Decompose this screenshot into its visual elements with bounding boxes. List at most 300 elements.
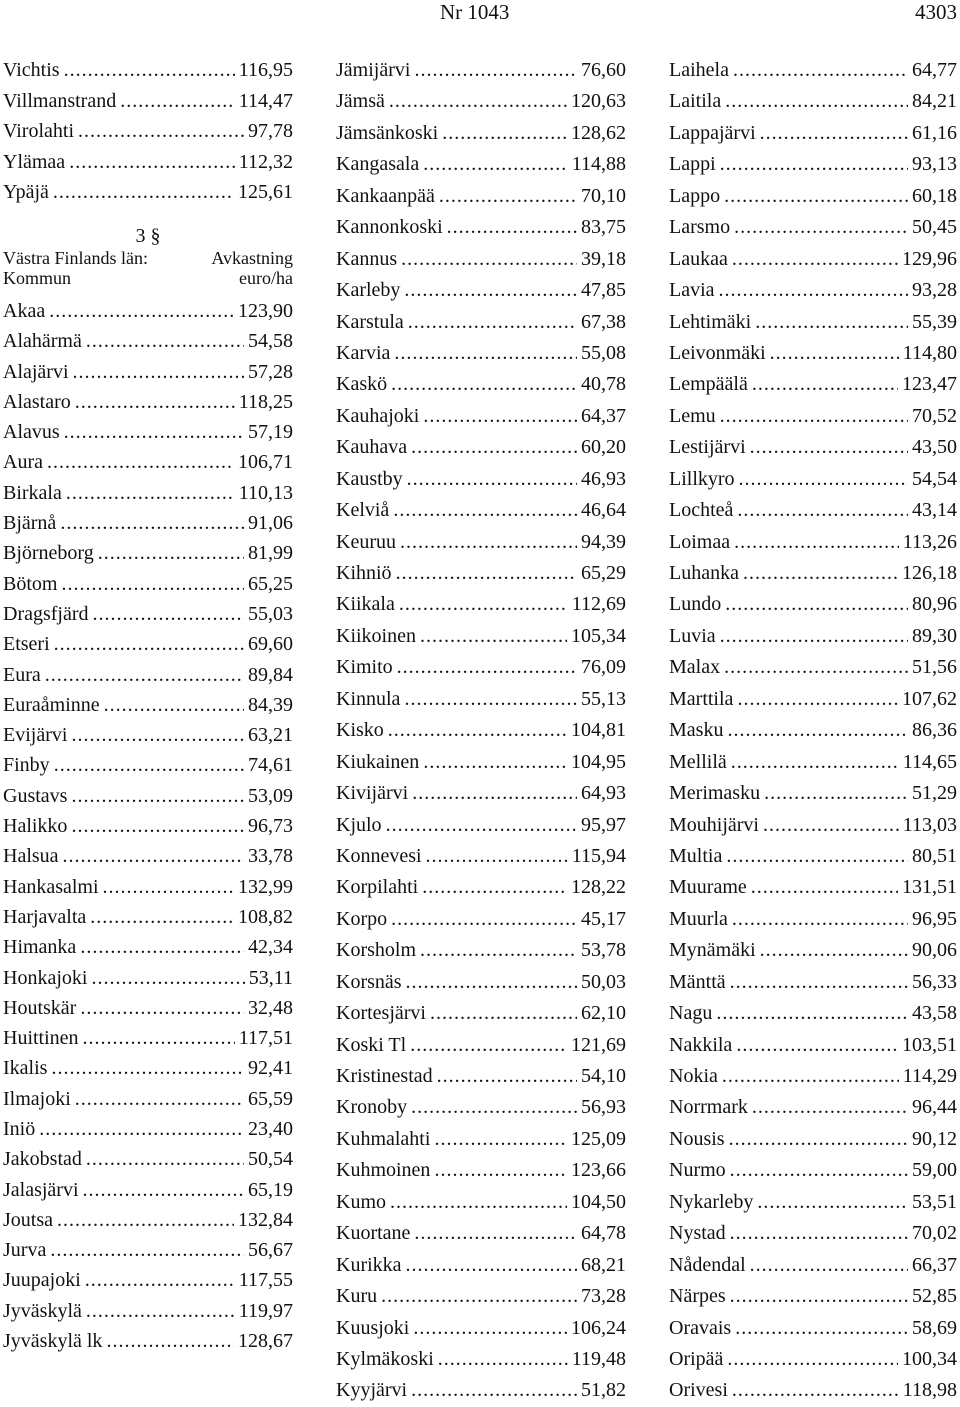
dot-leader <box>732 904 908 935</box>
municipality-row <box>669 1187 957 1218</box>
municipality-row <box>3 720 293 750</box>
dot-leader <box>404 275 577 306</box>
municipality-name: Kiikoinen <box>336 624 416 647</box>
dot-leader <box>423 747 567 778</box>
yield-value: 92,41 <box>248 1057 293 1080</box>
dot-leader <box>423 149 567 180</box>
dot-leader <box>716 998 908 1029</box>
municipality-name: Bötom <box>3 572 58 595</box>
municipality-row <box>336 212 626 243</box>
municipality-row <box>336 1092 626 1123</box>
yield-value: 65,19 <box>248 1178 293 1201</box>
municipality-row <box>669 1313 957 1344</box>
municipality-row <box>3 1296 293 1326</box>
section-header <box>3 248 293 290</box>
yield-value: 89,30 <box>912 624 957 647</box>
dot-leader <box>724 181 908 212</box>
municipality-row <box>669 212 957 243</box>
yield-value: 60,18 <box>912 184 957 207</box>
municipality-name: Kiikala <box>336 593 395 616</box>
yield-value: 56,93 <box>581 1096 626 1119</box>
municipality-name: Kauhajoki <box>336 404 420 427</box>
yield-value: 116,95 <box>238 59 293 81</box>
yield-value: 103,51 <box>902 1033 957 1056</box>
dot-leader <box>401 244 577 275</box>
yield-value: 119,48 <box>571 1347 626 1370</box>
municipality-row <box>336 1187 626 1218</box>
yield-value: 32,48 <box>248 996 293 1019</box>
yield-value: 118,25 <box>238 390 293 413</box>
municipality-name: Kuortane <box>336 1222 411 1245</box>
municipality-row <box>3 750 293 780</box>
municipality-name: Karvia <box>336 341 391 364</box>
municipality-name: Alastaro <box>3 390 71 413</box>
municipality-row <box>3 357 293 387</box>
municipality-row <box>336 1344 626 1375</box>
municipality-name: Kannonkoski <box>336 216 443 239</box>
municipality-row <box>669 369 957 400</box>
municipality-name: Lappo <box>669 184 721 207</box>
municipality-name: Bjärnå <box>3 512 57 535</box>
municipality-row <box>3 993 293 1023</box>
municipality-row <box>669 558 957 589</box>
dot-leader <box>722 1061 899 1092</box>
municipality-row <box>669 841 957 872</box>
municipality-row <box>336 432 626 463</box>
municipality-row <box>336 810 626 841</box>
yield-value: 112,69 <box>571 593 626 616</box>
municipality-name: Kihniö <box>336 562 392 584</box>
dot-leader <box>91 963 244 993</box>
dot-leader <box>60 508 244 538</box>
dot-leader <box>64 55 235 86</box>
municipality-name: Kiukainen <box>336 750 420 773</box>
municipality-row <box>336 495 626 526</box>
municipality-name: Kaskö <box>336 373 388 396</box>
municipality-name: Merimasku <box>669 782 761 805</box>
municipality-name: Etseri <box>3 633 50 656</box>
yield-value: 83,75 <box>581 216 626 239</box>
municipality-row <box>3 1053 293 1083</box>
yield-value: 56,67 <box>248 1239 293 1262</box>
municipality-row <box>669 432 957 463</box>
dot-leader <box>730 1155 908 1186</box>
municipality-row <box>336 747 626 778</box>
dot-leader <box>411 1092 577 1123</box>
yield-value: 57,19 <box>248 421 293 444</box>
dot-leader <box>720 621 908 652</box>
municipality-row <box>669 181 957 212</box>
kommun-label: Kommun <box>3 267 72 288</box>
yield-value: 50,45 <box>912 216 957 239</box>
dot-leader <box>439 181 577 212</box>
yield-value: 114,88 <box>571 153 626 176</box>
municipality-row <box>669 810 957 841</box>
column-3 <box>669 55 957 1407</box>
dot-leader <box>75 387 235 417</box>
municipality-name: Kronoby <box>336 1096 408 1119</box>
yield-value: 46,93 <box>581 467 626 490</box>
dot-leader <box>737 684 898 715</box>
yield-value: 106,71 <box>238 451 293 474</box>
yield-value: 125,09 <box>571 1127 626 1150</box>
dot-leader <box>732 1375 899 1406</box>
municipality-name: Nagu <box>669 1002 713 1025</box>
dot-leader <box>423 401 577 432</box>
municipality-list-top <box>3 55 293 208</box>
municipality-name: Kangasala <box>336 153 420 176</box>
municipality-row <box>336 841 626 872</box>
yield-value: 40,78 <box>581 373 626 396</box>
municipality-name: Lundo <box>669 593 722 616</box>
yield-value: 123,47 <box>902 373 957 396</box>
dot-leader <box>71 720 244 750</box>
municipality-name: Kristinestad <box>336 1065 433 1087</box>
yield-value: 51,29 <box>912 782 957 805</box>
municipality-name: Eura <box>3 663 41 686</box>
dot-leader <box>420 621 567 652</box>
dot-leader <box>391 904 577 935</box>
municipality-row <box>336 369 626 400</box>
yield-value: 86,36 <box>912 719 957 742</box>
municipality-name: Mouhijärvi <box>669 813 759 836</box>
yield-value: 121,69 <box>571 1033 626 1056</box>
yield-value: 117,55 <box>238 1269 293 1292</box>
municipality-row <box>3 1144 293 1174</box>
yield-value: 100,34 <box>902 1347 957 1370</box>
dot-leader <box>732 244 898 275</box>
municipality-name: Luvia <box>669 624 716 647</box>
yield-value: 123,90 <box>238 299 293 322</box>
municipality-name: Iniö <box>3 1117 36 1140</box>
municipality-row <box>336 464 626 495</box>
municipality-name: Ylämaa <box>3 150 66 173</box>
municipality-name: Alajärvi <box>3 360 69 383</box>
municipality-name: Nurmo <box>669 1159 726 1182</box>
municipality-row <box>3 629 293 659</box>
municipality-name: Kortesjärvi <box>336 1002 426 1025</box>
dot-leader <box>85 1265 235 1295</box>
yield-value: 96,44 <box>912 1096 957 1119</box>
yield-value: 114,29 <box>902 1065 957 1087</box>
dot-leader <box>750 1250 908 1281</box>
yield-value: 120,63 <box>571 90 626 113</box>
municipality-name: Laitila <box>669 90 722 113</box>
dot-leader <box>733 55 908 86</box>
dot-leader <box>71 811 244 841</box>
municipality-row <box>3 1326 293 1356</box>
yield-value: 54,54 <box>912 467 957 490</box>
dot-leader <box>51 1053 244 1083</box>
yield-value: 53,11 <box>248 966 293 989</box>
municipality-row <box>336 904 626 935</box>
municipality-name: Lappajärvi <box>669 121 756 144</box>
dot-leader <box>752 1092 908 1123</box>
yield-value: 64,93 <box>581 782 626 805</box>
municipality-name: Halikko <box>3 815 68 838</box>
yield-value: 65,59 <box>248 1087 293 1110</box>
municipality-name: Joutsa <box>3 1208 53 1231</box>
page-number: 4303 <box>915 0 957 24</box>
dot-leader <box>414 55 577 86</box>
yield-value: 67,38 <box>581 310 626 333</box>
dot-leader <box>730 1281 908 1312</box>
yield-value: 70,02 <box>912 1222 957 1245</box>
document-number: Nr 1043 <box>440 0 510 24</box>
municipality-name: Honkajoki <box>3 966 88 989</box>
municipality-name: Oravais <box>669 1316 732 1339</box>
municipality-row <box>3 538 293 568</box>
dot-leader <box>438 1344 568 1375</box>
dot-leader <box>760 935 908 966</box>
yield-value: 110,13 <box>238 481 293 504</box>
yield-value: 47,85 <box>581 279 626 302</box>
dot-leader <box>394 338 577 369</box>
municipality-name: Jyväskylä <box>3 1299 82 1322</box>
dot-leader <box>80 993 244 1023</box>
municipality-row <box>3 1265 293 1295</box>
yield-value: 51,56 <box>912 656 957 679</box>
yield-value: 53,09 <box>248 784 293 807</box>
yield-value: 43,14 <box>912 499 957 522</box>
dot-leader <box>411 1375 577 1406</box>
municipality-row <box>669 527 957 558</box>
yield-value: 74,61 <box>248 754 293 777</box>
yield-value: 43,50 <box>912 436 957 459</box>
municipality-row <box>336 558 626 589</box>
municipality-row <box>3 872 293 902</box>
dot-leader <box>751 872 898 903</box>
dot-leader <box>407 464 577 495</box>
dot-leader <box>83 1023 235 1053</box>
municipality-name: Halsua <box>3 845 59 868</box>
municipality-name: Alahärmä <box>3 330 82 353</box>
municipality-name: Karstula <box>336 310 404 333</box>
dot-leader <box>720 401 908 432</box>
yield-value: 54,10 <box>581 1065 626 1087</box>
yield-value: 132,99 <box>238 875 293 898</box>
yield-value: 89,84 <box>248 663 293 686</box>
column-1 <box>3 55 293 1356</box>
municipality-row <box>669 1344 957 1375</box>
municipality-name: Kuru <box>336 1285 378 1308</box>
municipality-row <box>336 872 626 903</box>
municipality-row <box>336 684 626 715</box>
dot-leader <box>719 275 908 306</box>
dot-leader <box>730 1218 908 1249</box>
municipality-name: Björneborg <box>3 542 94 565</box>
dot-leader <box>386 810 577 841</box>
municipality-name: Ypäjä <box>3 181 49 204</box>
yield-value: 46,64 <box>581 499 626 522</box>
municipality-name: Kuusjoki <box>336 1316 410 1339</box>
municipality-name: Oripää <box>669 1347 724 1370</box>
dot-leader <box>734 527 899 558</box>
municipality-row <box>3 1205 293 1235</box>
yield-value: 104,81 <box>571 719 626 742</box>
dot-leader <box>434 1124 567 1155</box>
dot-leader <box>49 296 234 326</box>
municipality-row <box>3 902 293 932</box>
yield-value: 65,25 <box>248 572 293 595</box>
municipality-row <box>669 1155 957 1186</box>
dot-leader <box>725 589 908 620</box>
municipality-name: Jämsänkoski <box>336 121 439 144</box>
yield-value: 65,29 <box>581 562 626 584</box>
municipality-name: Orivesi <box>669 1379 728 1402</box>
municipality-name: Muurame <box>669 876 747 899</box>
yield-value: 106,24 <box>571 1316 626 1339</box>
municipality-name: Aura <box>3 451 43 474</box>
municipality-row <box>3 1175 293 1205</box>
municipality-name: Nystad <box>669 1222 726 1245</box>
yield-value: 131,51 <box>902 876 957 899</box>
dot-leader <box>86 1296 235 1326</box>
municipality-name: Ikalis <box>3 1057 48 1080</box>
municipality-row <box>669 1092 957 1123</box>
municipality-row <box>669 1030 957 1061</box>
dot-leader <box>760 118 908 149</box>
dot-leader <box>399 589 568 620</box>
yield-value: 55,03 <box>248 602 293 625</box>
yield-value: 23,40 <box>248 1117 293 1140</box>
dot-leader <box>45 660 244 690</box>
dot-leader <box>743 558 898 589</box>
municipality-row <box>669 55 957 86</box>
municipality-row <box>336 1124 626 1155</box>
municipality-name: Dragsfjärd <box>3 602 89 625</box>
municipality-row <box>3 841 293 871</box>
municipality-name: Kylmäkoski <box>336 1347 434 1370</box>
municipality-list <box>669 55 957 1407</box>
dot-leader <box>404 684 577 715</box>
municipality-row <box>669 244 957 275</box>
municipality-row <box>669 1375 957 1406</box>
yield-value: 64,37 <box>581 404 626 427</box>
dot-leader <box>725 86 908 117</box>
dot-leader <box>391 369 577 400</box>
dot-leader <box>83 1175 244 1205</box>
dot-leader <box>63 841 244 871</box>
yield-value: 53,78 <box>581 939 626 962</box>
municipality-name: Lappi <box>669 153 716 176</box>
yield-value: 51,82 <box>581 1379 626 1402</box>
municipality-row <box>336 86 626 117</box>
yield-value: 76,60 <box>581 59 626 81</box>
municipality-name: Kinnula <box>336 687 401 710</box>
municipality-name: Nakkila <box>669 1033 733 1056</box>
municipality-row <box>669 684 957 715</box>
municipality-row <box>3 387 293 417</box>
yield-value: 115,94 <box>571 844 626 867</box>
yield-value: 123,66 <box>571 1159 626 1182</box>
unit-label: euro/ha <box>239 267 293 288</box>
yield-value: 53,51 <box>912 1190 957 1213</box>
municipality-row <box>669 621 957 652</box>
municipality-name: Nokia <box>669 1065 718 1087</box>
yield-value: 50,03 <box>581 970 626 993</box>
dot-leader <box>757 1187 908 1218</box>
yield-value: 64,78 <box>581 1222 626 1245</box>
dot-leader <box>737 495 908 526</box>
municipality-name: Jakobstad <box>3 1148 82 1171</box>
municipality-row <box>336 621 626 652</box>
municipality-name: Korsnäs <box>336 970 402 993</box>
yield-value: 104,50 <box>571 1190 626 1213</box>
yield-value: 39,18 <box>581 247 626 270</box>
municipality-row <box>669 747 957 778</box>
dot-leader <box>414 1218 577 1249</box>
municipality-name: Hankasalmi <box>3 875 99 898</box>
yield-value: 108,82 <box>238 905 293 928</box>
municipality-name: Nykarleby <box>669 1190 754 1213</box>
municipality-row <box>336 118 626 149</box>
municipality-name: Karleby <box>336 279 401 302</box>
dot-leader <box>731 747 899 778</box>
dot-leader <box>422 872 567 903</box>
dot-leader <box>389 86 567 117</box>
municipality-name: Lehtimäki <box>669 310 752 333</box>
municipality-row <box>336 401 626 432</box>
municipality-name: Korpo <box>336 907 388 930</box>
yield-value: 105,34 <box>571 624 626 647</box>
municipality-name: Koski Tl <box>336 1033 407 1056</box>
dot-leader <box>413 1313 567 1344</box>
municipality-name: Jurva <box>3 1239 47 1262</box>
municipality-name: Lavia <box>669 279 715 302</box>
dot-leader <box>735 1313 908 1344</box>
municipality-row <box>669 715 957 746</box>
municipality-name: Jämijärvi <box>336 59 411 81</box>
dot-leader <box>57 1205 234 1235</box>
dot-leader <box>770 338 899 369</box>
dot-leader <box>400 527 577 558</box>
yield-value: 112,32 <box>238 150 293 173</box>
municipality-row <box>3 116 293 147</box>
municipality-name: Kurikka <box>336 1253 402 1276</box>
dot-leader <box>75 1084 244 1114</box>
dot-leader <box>86 326 244 356</box>
dot-leader <box>411 432 577 463</box>
yield-value: 64,77 <box>912 59 957 81</box>
municipality-row <box>669 307 957 338</box>
yield-value: 55,39 <box>912 310 957 333</box>
dot-leader <box>406 1250 577 1281</box>
municipality-row <box>3 1023 293 1053</box>
municipality-name: Loimaa <box>669 530 731 553</box>
column-2 <box>336 55 626 1407</box>
municipality-row <box>336 715 626 746</box>
municipality-name: Jyväskylä lk <box>3 1330 103 1353</box>
municipality-row <box>669 1250 957 1281</box>
yield-value: 96,73 <box>248 815 293 838</box>
yield-value: 90,06 <box>912 939 957 962</box>
municipality-row <box>669 967 957 998</box>
municipality-name: Nousis <box>669 1127 725 1150</box>
yield-value: 125,61 <box>238 181 293 204</box>
dot-leader <box>104 690 244 720</box>
municipality-name: Masku <box>669 719 724 742</box>
dot-leader <box>388 715 567 746</box>
municipality-row <box>669 338 957 369</box>
dot-leader <box>755 307 908 338</box>
municipality-name: Nådendal <box>669 1253 746 1276</box>
municipality-name: Norrmark <box>669 1096 748 1119</box>
municipality-row <box>3 963 293 993</box>
dot-leader <box>390 1187 567 1218</box>
municipality-name: Vichtis <box>3 59 60 81</box>
municipality-row <box>669 998 957 1029</box>
